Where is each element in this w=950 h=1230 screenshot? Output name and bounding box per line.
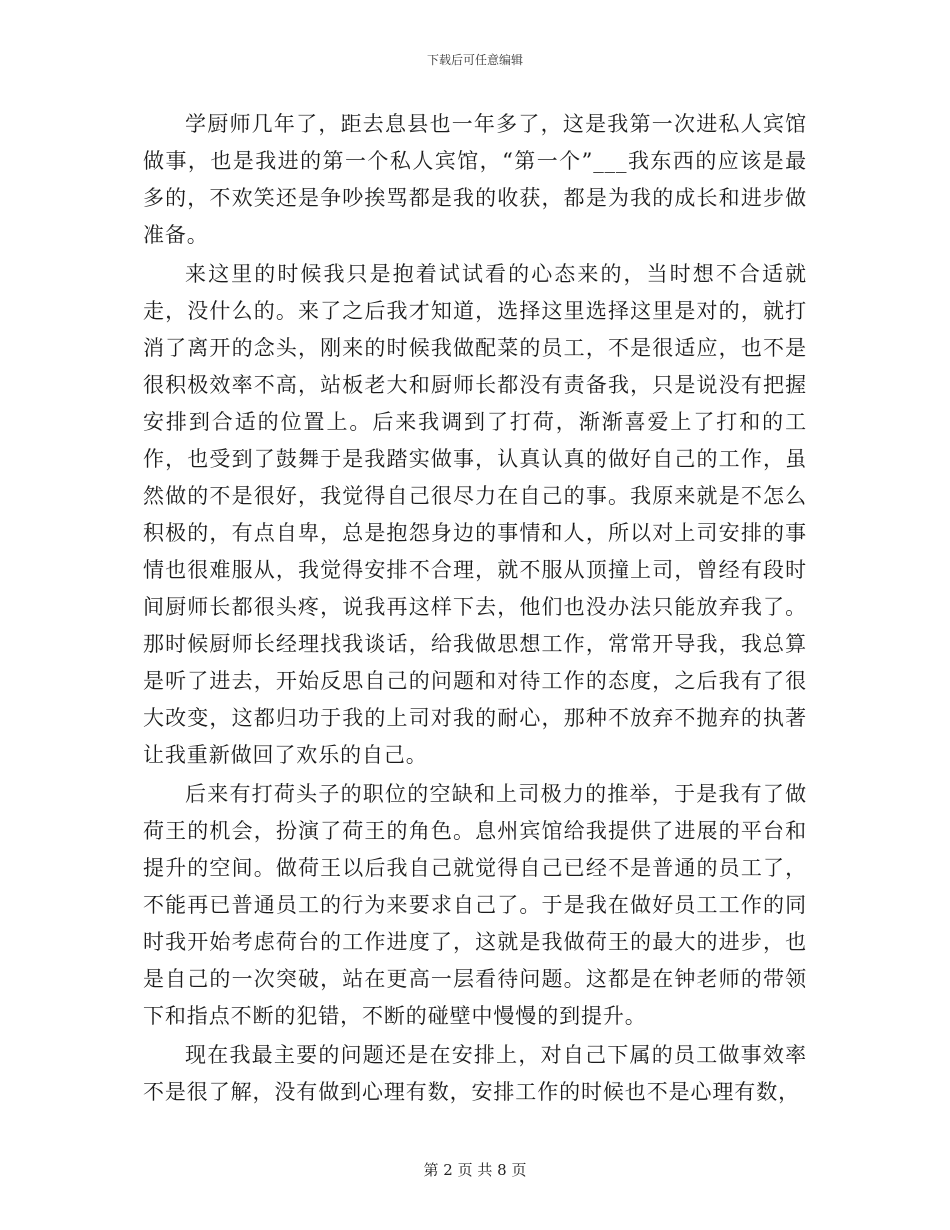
page-header: 下载后可任意编辑 (426, 53, 523, 67)
page-number: 第 2 页 共 8 页 (423, 1161, 527, 1179)
paragraph-2: 来这里的时候我只是抱着试试看的心态来的，当时想不合适就走，没什么的。来了之后我才知道，选择这里选择这里是对的，就打消了离开的念头，刚来的时候我做配菜的员工，不是很适应，也不是很积极效率不高，站板老大和厨师长都没有责备我，只是说没有把握安排到合适的位置上。后来我调到了打荷，渐渐喜爱上了打和的工作，也受到了鼓舞于是我踏实做事，认真认真的做好自己的工作，虽然做的不是很好，我觉得自己很尽力在自己的事。我原来就是不怎么积极的，有点自卑，总是抱怨身边的事情和人，所以对上司安排的事情也很难服从，我觉得安排不合理，就不服从顶撞上司，曾经有段时间厨师长都很头疼，说我再这样下去，他们也没办法只能放弃我了。那时候厨师长经理找我谈话，给我做思想工作，常常开导我，我总算是听了进去，开始反思自己的问题和对待工作的态度，之后我有了很大改变，这都归功于我的上司对我的耐心，那种不放弃不抛弃的执著让我重新做回了欢乐的自己。 (143, 262, 807, 767)
document-body (143, 106, 807, 1111)
paragraph-1: 学厨师几年了，距去息县也一年多了，这是我第一次进私人宾馆做事，也是我进的第一个私人宾馆，“第一个”___我东西的应该是最多的，不欢笑还是争吵挨骂都是我的收获，都是为我的成长和进步做准备。 (143, 112, 807, 247)
paragraph-3: 后来有打荷头子的职位的空缺和上司极力的推举，于是我有了做荷王的机会，扮演了荷王的角色。息州宾馆给我提供了进展的平台和提升的空间。做荷王以后我自己就觉得自己已经不是普通的员工了，不能再已普通员工的行为来要求自己了。于是我在做好员工工作的同时我开始考虑荷台的工作进度了，这就是我做荷王的最大的进步，也是自己的一次突破，站在更高一层看待问题。这都是在钟老师的带领下和指点不断的犯错，不断的碰壁中慢慢的到提升。 (143, 782, 807, 1028)
paragraph-4: 现在我最主要的问题还是在安排上，对自己下属的员工做事效率不是很了解，没有做到心理有数，安排工作的时候也不是心理有数， (143, 1043, 807, 1104)
